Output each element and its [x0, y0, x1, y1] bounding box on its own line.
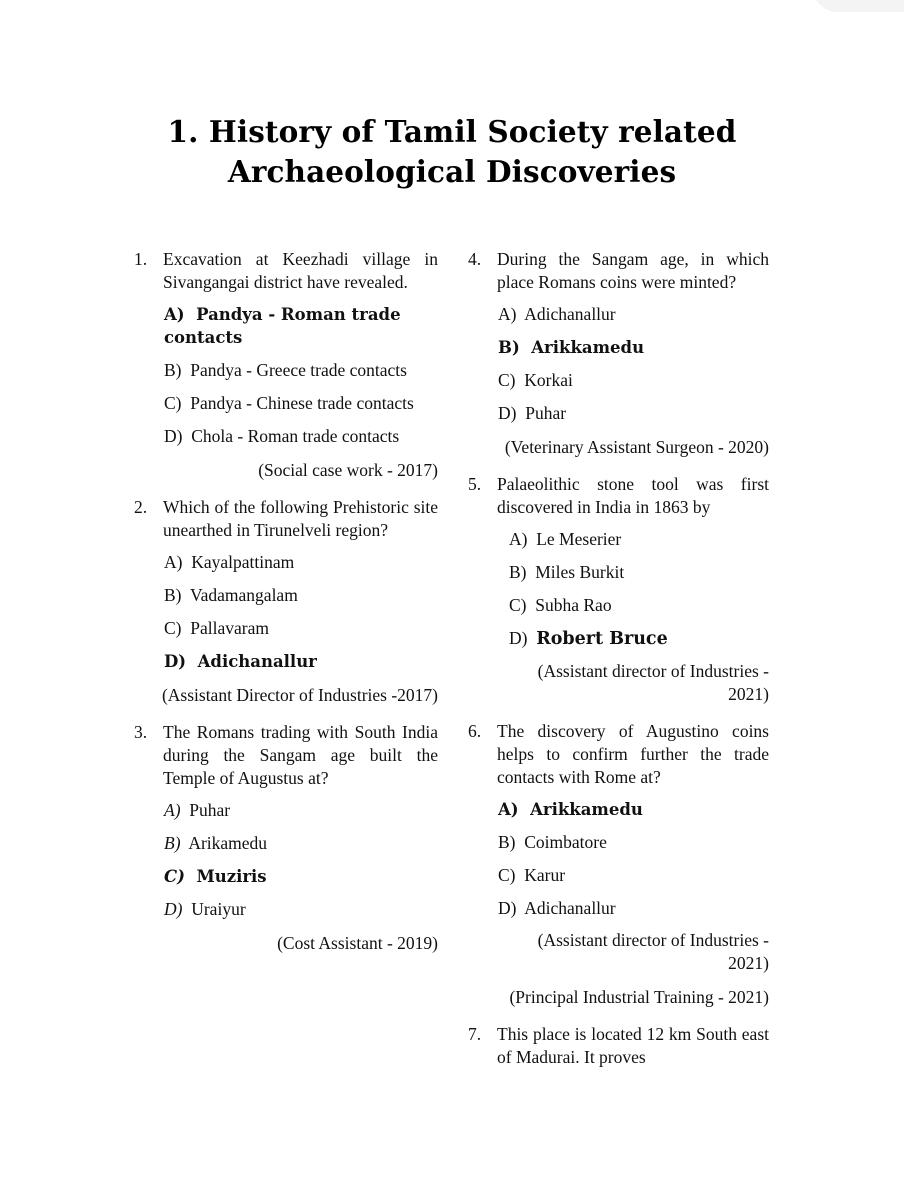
- option-label: B): [164, 360, 186, 380]
- option-text: Muziris: [196, 867, 267, 886]
- question-text: This place is located 12 km South east of Madurai. It proves: [497, 1024, 769, 1067]
- option-text: Coimbatore: [524, 832, 607, 852]
- option-item[interactable]: [498, 864, 769, 887]
- option-text: Adichanallur: [524, 304, 616, 324]
- option-item[interactable]: [164, 303, 438, 349]
- question-heading: [133, 248, 438, 294]
- option-list: [133, 303, 438, 448]
- option-item[interactable]: [164, 392, 438, 415]
- corner-chip-decoration: [812, 0, 904, 12]
- option-label: A): [164, 552, 187, 572]
- option-label: A): [498, 304, 521, 324]
- question-text: Excavation at Keezhadi village in Sivangangai district have revealed.: [163, 249, 438, 292]
- option-item[interactable]: [164, 617, 438, 640]
- option-item[interactable]: [164, 650, 438, 673]
- option-text: Puhar: [189, 800, 231, 820]
- question-source: (Social case work - 2017): [258, 460, 438, 480]
- right-column: [467, 248, 769, 1083]
- question-source: (Veterinary Assistant Surgeon - 2020): [504, 437, 769, 457]
- option-item[interactable]: [498, 897, 769, 920]
- left-column: [133, 248, 438, 969]
- option-text: Miles Burkit: [535, 562, 625, 582]
- option-item[interactable]: [164, 584, 438, 607]
- option-label: D): [498, 403, 521, 423]
- option-item[interactable]: [509, 561, 769, 584]
- option-item[interactable]: [164, 898, 438, 921]
- question-block: [467, 248, 769, 459]
- option-text: Adichanallur: [197, 652, 317, 671]
- option-list: [133, 551, 438, 673]
- option-label: C): [509, 595, 531, 615]
- option-label: D): [164, 652, 192, 671]
- option-item[interactable]: [498, 402, 769, 425]
- question-text: Which of the following Prehistoric site unearthed in Tirunelveli region?: [163, 497, 438, 540]
- question-number: 7.: [468, 1024, 482, 1044]
- option-label: C): [164, 393, 186, 413]
- option-label: B): [498, 338, 526, 357]
- question-heading: [467, 720, 769, 789]
- option-item[interactable]: [509, 528, 769, 551]
- question-text: During the Sangam age, in which place Romans coins were minted?: [497, 249, 769, 292]
- question-number: 4.: [468, 249, 482, 269]
- option-label: D): [498, 898, 521, 918]
- question-heading: [133, 496, 438, 542]
- option-text: Chola - Roman trade contacts: [191, 426, 400, 446]
- option-item[interactable]: [164, 551, 438, 574]
- option-item[interactable]: [498, 369, 769, 392]
- question-text: The Romans trading with South India during the Sangam age built the Temple of Augustus at?: [163, 722, 438, 788]
- option-label: D): [164, 899, 187, 919]
- option-text: Arikamedu: [188, 833, 268, 853]
- option-item[interactable]: [164, 832, 438, 855]
- option-text: Pandya - Greece trade contacts: [190, 360, 407, 380]
- option-item[interactable]: [164, 359, 438, 382]
- option-label: C): [498, 370, 520, 390]
- option-item[interactable]: [164, 425, 438, 448]
- option-item[interactable]: [498, 831, 769, 854]
- page-title-line-1: 1. History of Tamil Society related: [167, 114, 737, 149]
- question-block: [133, 248, 438, 482]
- option-text: Korkai: [524, 370, 573, 390]
- option-item[interactable]: [509, 594, 769, 617]
- question-block: [133, 496, 438, 707]
- question-source-secondary: (Principal Industrial Training - 2021): [509, 987, 769, 1007]
- option-label: A): [498, 800, 525, 819]
- question-source: (Assistant director of Industries - 2021): [537, 930, 769, 973]
- option-item[interactable]: [509, 627, 769, 651]
- question-number: 5.: [468, 474, 482, 494]
- option-list: [467, 798, 769, 920]
- option-item[interactable]: [164, 799, 438, 822]
- option-list: [467, 303, 769, 425]
- option-item[interactable]: [164, 865, 438, 888]
- option-label: A): [164, 305, 191, 324]
- option-label: B): [164, 585, 186, 605]
- question-text: The discovery of Augustino coins helps to confirm further the trade contacts with Rome at?: [497, 721, 769, 787]
- option-label: B): [498, 832, 520, 852]
- question-block: [467, 473, 769, 706]
- option-label: A): [164, 800, 185, 820]
- option-item[interactable]: [498, 303, 769, 326]
- question-heading: [467, 1023, 769, 1069]
- question-heading: [467, 473, 769, 519]
- option-label: C): [164, 867, 191, 886]
- question-heading: [133, 721, 438, 790]
- option-text: Pandya - Chinese trade contacts: [190, 393, 414, 413]
- option-list: [133, 799, 438, 921]
- question-source: (Cost Assistant - 2019): [277, 933, 438, 953]
- option-text: Pallavaram: [190, 618, 269, 638]
- question-heading: [467, 248, 769, 294]
- question-block: [467, 1023, 769, 1069]
- option-label: D): [509, 628, 532, 648]
- option-text: Vadamangalam: [189, 585, 298, 605]
- option-text: Arikkamedu: [530, 800, 643, 819]
- option-text: Le Meserier: [536, 529, 622, 549]
- question-source: (Assistant Director of Industries -2017): [161, 685, 438, 705]
- page-title: [120, 112, 784, 192]
- option-label: A): [509, 529, 532, 549]
- option-list: [467, 528, 769, 651]
- option-text: Subha Rao: [535, 595, 612, 615]
- question-source: (Assistant director of Industries - 2021): [537, 661, 769, 704]
- option-text: Karur: [524, 865, 566, 885]
- option-text: Adichanallur: [524, 898, 616, 918]
- question-number: 3.: [134, 722, 148, 742]
- question-number: 6.: [468, 721, 482, 741]
- question-number: 2.: [134, 497, 148, 517]
- option-text: Robert Bruce: [536, 629, 668, 649]
- option-label: B): [509, 562, 531, 582]
- question-number: 1.: [134, 249, 148, 269]
- option-text: Arikkamedu: [531, 338, 645, 357]
- option-text: Pandya - Roman trade contacts: [164, 305, 401, 347]
- question-text: Palaeolithic stone tool was first discovered in India in 1863 by: [497, 474, 769, 517]
- page-title-line-2: Archaeological Discoveries: [227, 154, 677, 189]
- option-label: C): [164, 618, 186, 638]
- question-block: [467, 720, 769, 1009]
- option-label: B): [164, 833, 185, 853]
- option-text: Kayalpattinam: [191, 552, 295, 572]
- option-item[interactable]: [498, 798, 769, 821]
- option-text: Uraiyur: [191, 899, 246, 919]
- option-item[interactable]: [498, 336, 769, 359]
- option-label: D): [164, 426, 187, 446]
- option-label: C): [498, 865, 520, 885]
- question-block: [133, 721, 438, 955]
- option-text: Puhar: [525, 403, 567, 423]
